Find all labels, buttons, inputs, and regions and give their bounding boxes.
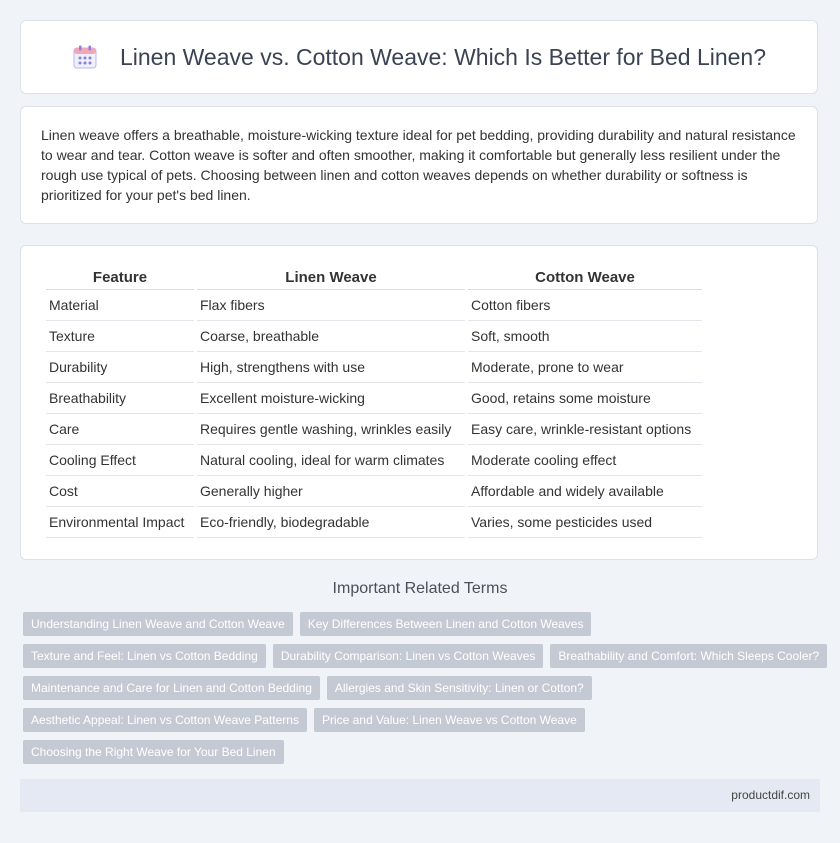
table-row: [46, 445, 702, 476]
linen-cell: Eco-friendly, biodegradable: [197, 507, 465, 538]
intro-text: Linen weave offers a breathable, moisture-wicking texture ideal for pet bedding, providing durability and natural resistance to wear and tear. Cotton weave is softer and often smoother, making it comfortable but generally less resilient under the rough use typical of pets. Choosing between linen and cotton weaves depends on whether durability or softness is prioritized for your pet's bed linen.: [41, 127, 796, 203]
table-row: [46, 321, 702, 352]
related-term-tag[interactable]: Choosing the Right Weave for Your Bed Linen: [23, 740, 284, 764]
related-term-tag[interactable]: Breathability and Comfort: Which Sleeps Cooler?: [550, 644, 827, 668]
linen-cell: Excellent moisture-wicking: [197, 383, 465, 414]
related-terms-title: Important Related Terms: [332, 580, 508, 597]
feature-cell: Durability: [46, 352, 194, 383]
cotton-cell: Soft, smooth: [468, 321, 702, 352]
feature-cell: Material: [46, 290, 194, 321]
related-term-tag[interactable]: Key Differences Between Linen and Cotton Weaves: [300, 612, 592, 636]
related-term-tag[interactable]: Maintenance and Care for Linen and Cotton Bedding: [23, 676, 320, 700]
related-terms-tags: [23, 612, 823, 772]
linen-cell: High, strengthens with use: [197, 352, 465, 383]
table-row: [46, 290, 702, 321]
linen-cell: Coarse, breathable: [197, 321, 465, 352]
related-term-tag[interactable]: Understanding Linen Weave and Cotton Weave: [23, 612, 293, 636]
header-card: [20, 20, 818, 94]
tag-row: [23, 644, 823, 668]
table-row: [46, 476, 702, 507]
calendar-icon: [72, 44, 98, 70]
table-row: [46, 414, 702, 445]
related-term-tag[interactable]: Price and Value: Linen Weave vs Cotton Weave: [314, 708, 585, 732]
tag-row: [23, 708, 823, 732]
table-header-row: [46, 266, 702, 290]
cotton-cell: Moderate, prone to wear: [468, 352, 702, 383]
cotton-cell: Varies, some pesticides used: [468, 507, 702, 538]
comparison-table-card: [20, 245, 818, 560]
intro-card: [20, 106, 818, 224]
linen-cell: Requires gentle washing, wrinkles easily: [197, 414, 465, 445]
table-row: [46, 507, 702, 538]
linen-cell: Flax fibers: [197, 290, 465, 321]
comparison-table: [43, 266, 705, 538]
footer-site-link[interactable]: productdif.com: [731, 788, 810, 802]
header-feature: Feature: [46, 266, 194, 290]
cotton-cell: Affordable and widely available: [468, 476, 702, 507]
feature-cell: Cooling Effect: [46, 445, 194, 476]
related-term-tag[interactable]: Aesthetic Appeal: Linen vs Cotton Weave Patterns: [23, 708, 307, 732]
related-term-tag[interactable]: Durability Comparison: Linen vs Cotton Weaves: [273, 644, 544, 668]
feature-cell: Texture: [46, 321, 194, 352]
table-row: [46, 383, 702, 414]
related-term-tag[interactable]: Texture and Feel: Linen vs Cotton Bedding: [23, 644, 266, 668]
tag-row: [23, 676, 823, 700]
cotton-cell: Moderate cooling effect: [468, 445, 702, 476]
linen-cell: Generally higher: [197, 476, 465, 507]
table-row: [46, 352, 702, 383]
header-cotton-weave: Cotton Weave: [468, 266, 702, 290]
tag-row: [23, 612, 823, 636]
tag-row: [23, 740, 823, 764]
cotton-cell: Cotton fibers: [468, 290, 702, 321]
header-linen-weave: Linen Weave: [197, 266, 465, 290]
feature-cell: Care: [46, 414, 194, 445]
linen-cell: Natural cooling, ideal for warm climates: [197, 445, 465, 476]
footer: [20, 779, 820, 812]
feature-cell: Breathability: [46, 383, 194, 414]
feature-cell: Cost: [46, 476, 194, 507]
related-term-tag[interactable]: Allergies and Skin Sensitivity: Linen or Cotton?: [327, 676, 592, 700]
feature-cell: Environmental Impact: [46, 507, 194, 538]
cotton-cell: Good, retains some moisture: [468, 383, 702, 414]
page-title: Linen Weave vs. Cotton Weave: Which Is Better for Bed Linen?: [119, 43, 767, 70]
cotton-cell: Easy care, wrinkle-resistant options: [468, 414, 702, 445]
